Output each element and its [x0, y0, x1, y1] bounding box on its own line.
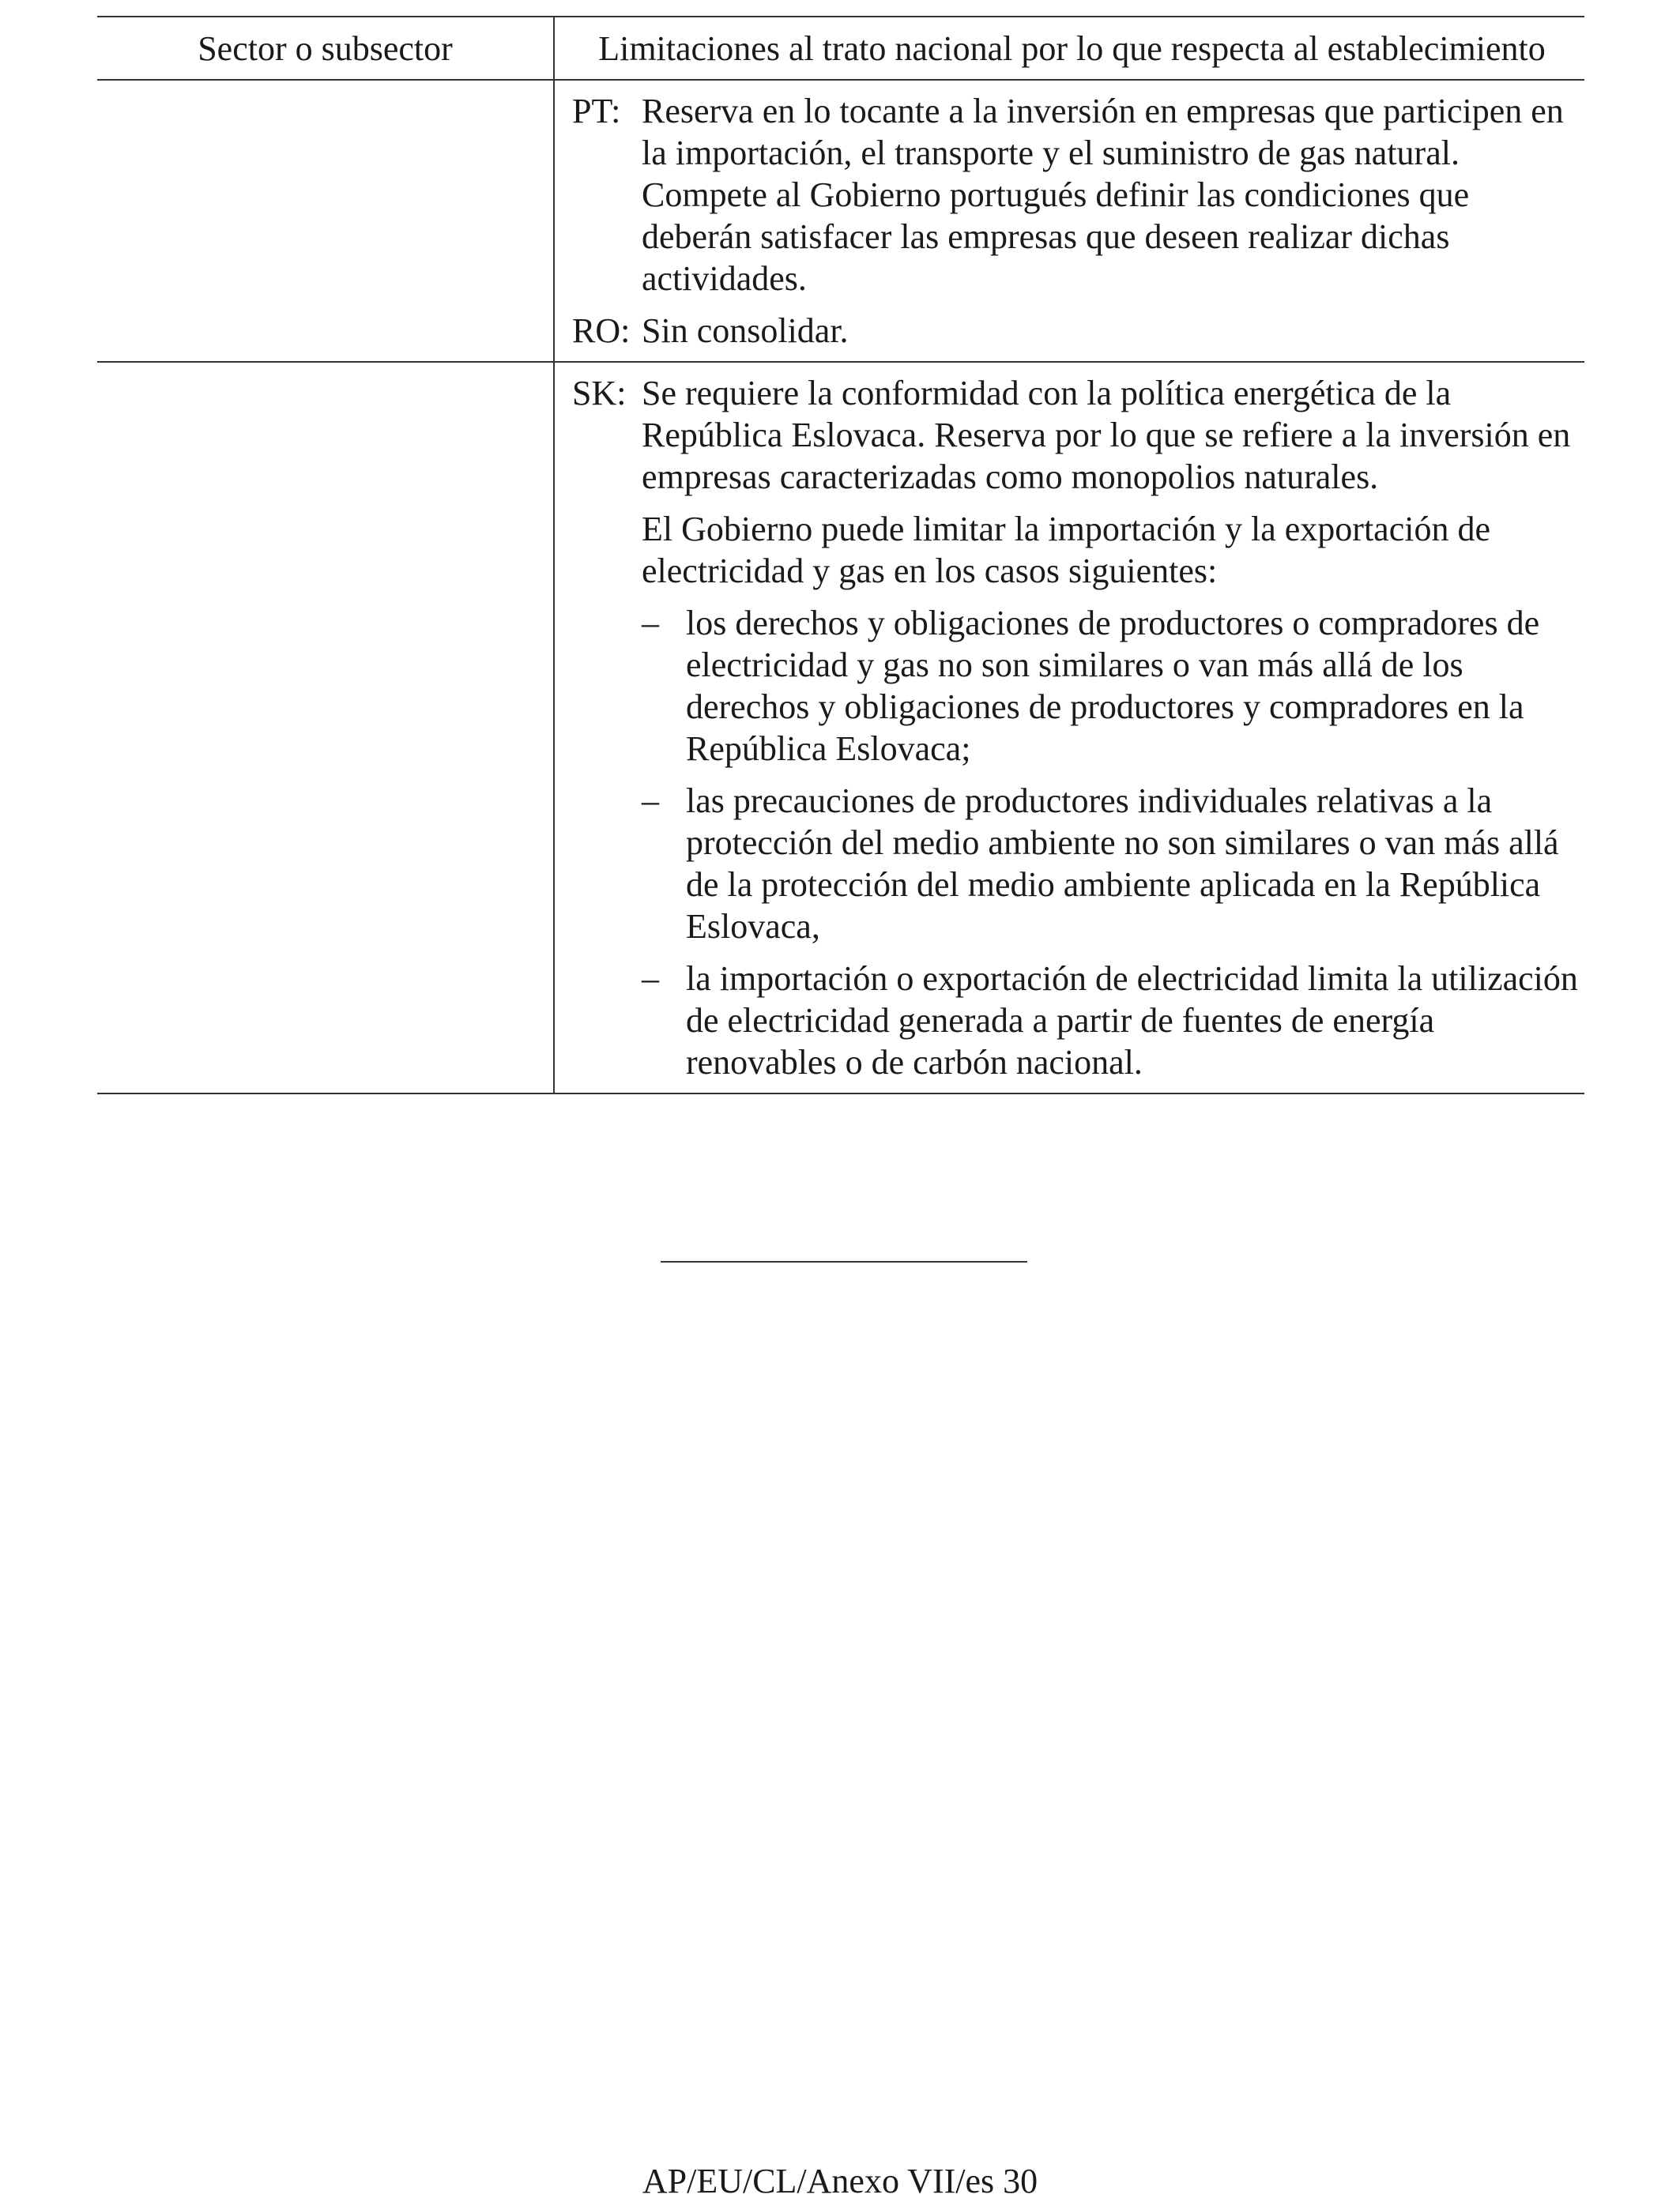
page-footer-reference: AP/EU/CL/Anexo VII/es 30 [642, 2162, 1038, 2200]
table-row [97, 80, 1584, 362]
header-sector: Sector o subsector [97, 17, 554, 80]
reservations-table [97, 16, 1584, 1094]
list-item-text: los derechos y obligaciones de productores o compradores de electricidad y gas no son similares o van más allá de los derechos y obligaciones de productores y compradores en la República Eslovaca; [686, 604, 1540, 768]
limitations-cell [554, 80, 1584, 362]
entry-body [642, 90, 1578, 299]
entry-paragraph: El Gobierno puede limitar la importación y la exportación de electricidad y gas en los casos siguientes: [642, 510, 1490, 590]
list-item [642, 958, 1578, 1083]
end-of-section-rule [661, 1261, 1027, 1263]
sector-cell [97, 362, 554, 1093]
dash-bullet: – [642, 604, 659, 642]
entry-pt [572, 90, 1578, 299]
header-limitations: Limitaciones al trato nacional por lo que respecta al establecimiento [554, 17, 1584, 80]
entry-ro [572, 310, 1578, 352]
country-code: PT: [572, 92, 621, 130]
limitations-cell [554, 362, 1584, 1093]
country-code: SK: [572, 374, 627, 412]
list-item [642, 602, 1578, 770]
sector-cell [97, 80, 554, 362]
entry-paragraph: Sin consolidar. [642, 311, 849, 350]
entry-body [642, 310, 1578, 352]
dash-bullet: – [642, 781, 659, 820]
dash-bullet: – [642, 959, 659, 998]
table-header-row [97, 17, 1584, 80]
list-item [642, 780, 1578, 947]
list-item-text: las precauciones de productores individuales relativas a la protección del medio ambiente no son similares o van más allá de la protección del medio ambiente aplicada en la República Eslovaca, [686, 781, 1559, 946]
entry-paragraph: Se requiere la conformidad con la política energética de la República Eslovaca. Reserva por lo que se refiere a la inversión en empresas caracterizadas como monopolios naturales. [642, 374, 1571, 496]
list-item-text: la importación o exportación de electricidad limita la utilización de electricidad generada a partir de fuentes de energía renovables o de carbón nacional. [686, 959, 1578, 1082]
table-row [97, 362, 1584, 1093]
entry-body [642, 372, 1578, 1083]
country-code: RO: [572, 311, 631, 350]
entry-sk [572, 372, 1578, 1083]
dash-list [642, 602, 1578, 1083]
entry-paragraph: Reserva en lo tocante a la inversión en empresas que participen en la importación, el transporte y el suministro de gas natural. Compete al Gobierno portugués definir las condiciones que deberán satisfacer las empresas que deseen realizar dichas actividades. [642, 92, 1564, 298]
